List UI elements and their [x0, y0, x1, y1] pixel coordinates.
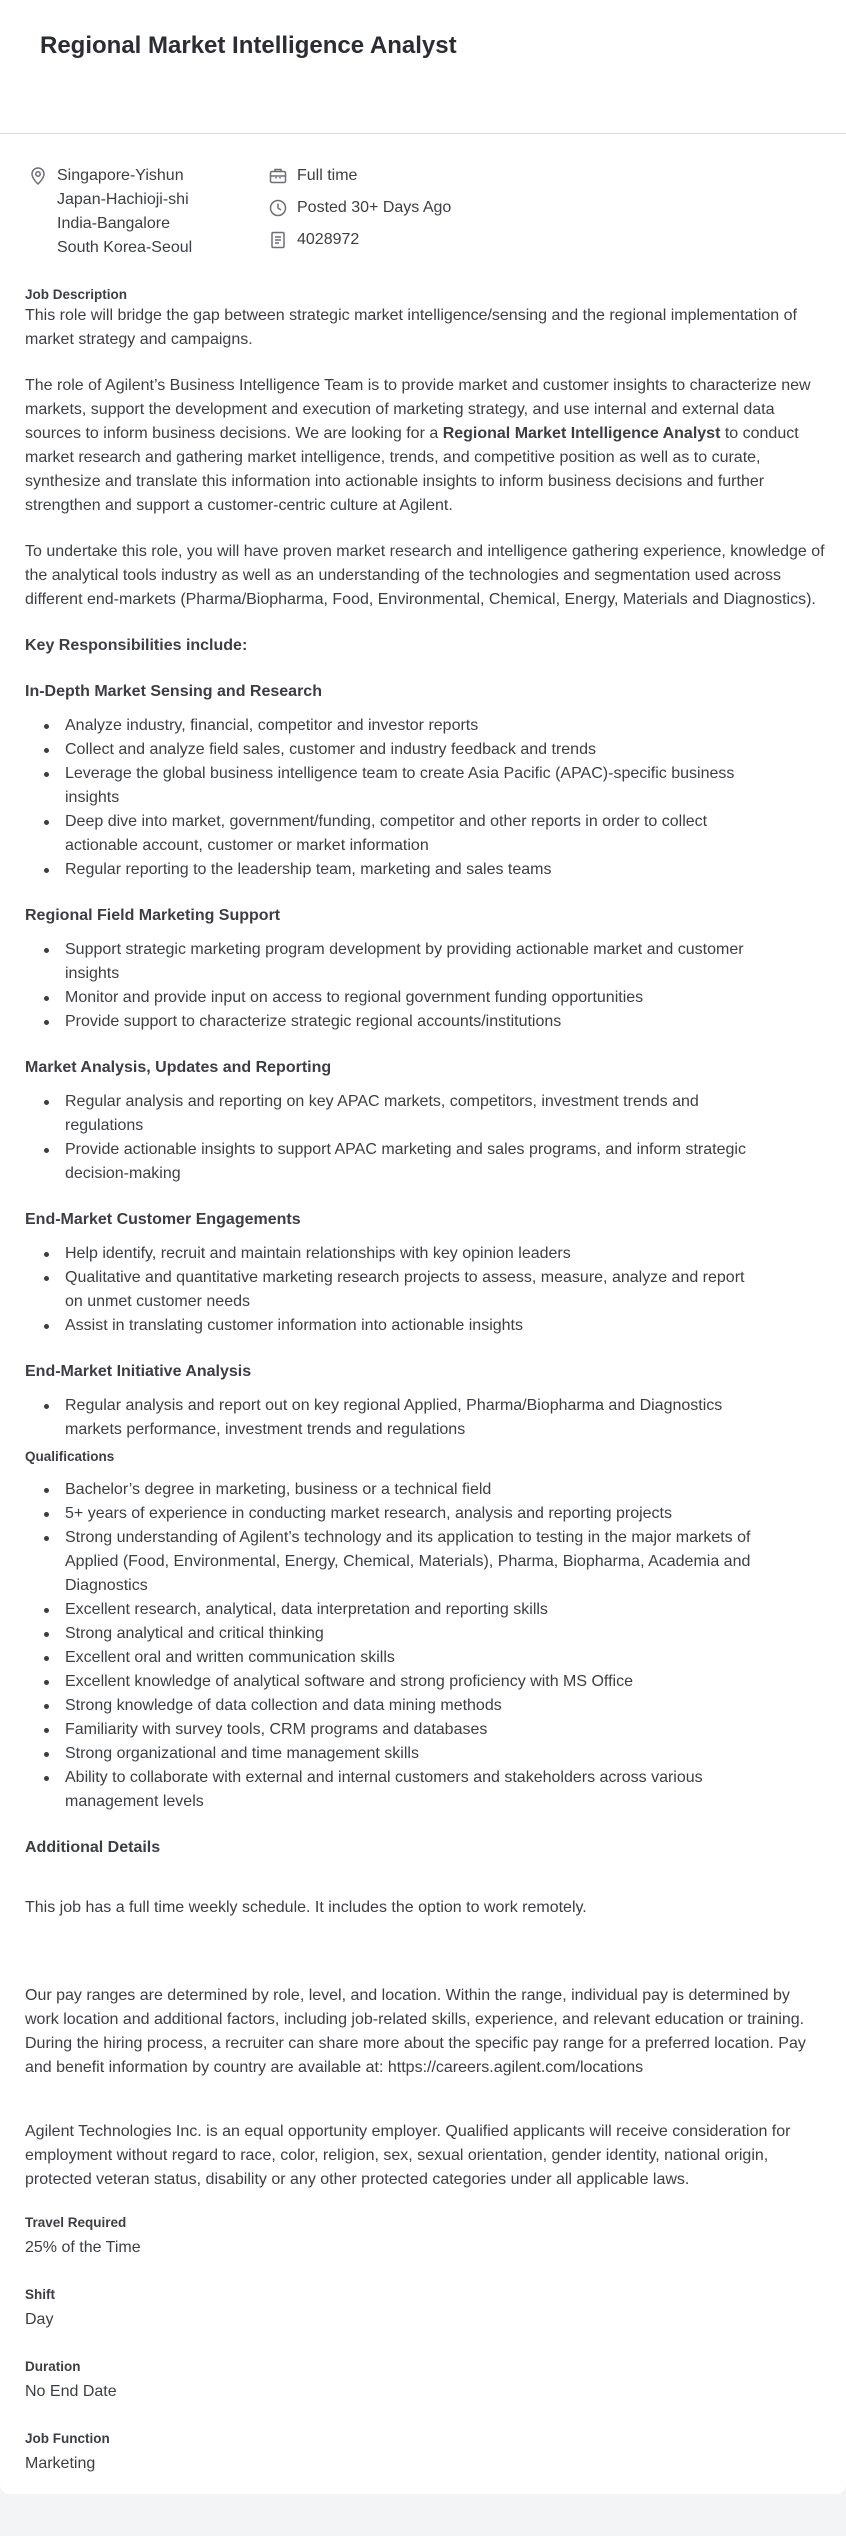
list-item: Analyze industry, financial, competitor and investor reports	[25, 714, 825, 738]
field-label: Travel Required	[25, 2215, 127, 2230]
job-type: Full time	[268, 164, 451, 196]
subsection-heading: Regional Field Marketing Support	[25, 907, 281, 924]
list-item: Provide support to characterize strategic regional accounts/institutions	[25, 1010, 825, 1034]
list-item: 5+ years of experience in conducting market research, analysis and reporting projects	[25, 1502, 825, 1526]
paragraph: The role of Agilent’s Business Intelligence Team is to provide market and customer insights to characterize new markets, support the development and execution of marketing strategy, and use internal and external data sources to inform business decisions. We are looking for a Regional Market Intelligence Analyst to conduct market research and gathering market intelligence, trends, and competitive position as well as to curate, synthesize and translate this information into actionable insights to inform business decisions and further strengthen and support a customer-centric culture at Agilent.	[25, 377, 811, 514]
location-item: India-Bangalore	[57, 215, 170, 232]
list-item: Leverage the global business intelligence team to create Asia Pacific (APAC)-specific business insights	[25, 762, 825, 810]
field-label: Duration	[25, 2359, 81, 2374]
job-meta	[268, 164, 451, 260]
paragraph: Our pay ranges are determined by role, level, and location. Within the range, individual pay is determined by work location and additional factors, including job-related skills, experience, and relevant education or training. During the hiring process, a recruiter can share more about the specific pay range for a preferred location. Pay and benefit information by country are available at: https://careers.agilent.com/locations	[25, 1987, 806, 2076]
bullet-list	[25, 714, 825, 882]
list-item: Strong knowledge of data collection and data mining methods	[25, 1694, 825, 1718]
bullet-list	[25, 1394, 825, 1442]
section-heading: Key Responsibilities include:	[25, 637, 248, 654]
list-item: Excellent research, analytical, data interpretation and reporting skills	[25, 1598, 825, 1622]
list-item: Qualitative and quantitative marketing research projects to assess, measure, analyze and report on unmet customer needs	[25, 1266, 825, 1314]
bullet-list	[25, 938, 825, 1034]
location-item: Singapore-Yishun	[57, 167, 184, 184]
location-item: Japan-Hachioji-shi	[57, 191, 189, 208]
list-item: Ability to collaborate with external and internal customers and stakeholders across various management levels	[25, 1766, 825, 1814]
field-value: 25% of the Time	[25, 2239, 141, 2256]
section-label: Job Description	[25, 287, 128, 302]
field-label: Job Function	[25, 2431, 110, 2446]
page-title: Regional Market Intelligence Analyst	[40, 32, 457, 59]
list-item: Strong analytical and critical thinking	[25, 1622, 825, 1646]
location-pin-icon	[28, 166, 48, 186]
list-item: Collect and analyze field sales, customer and industry feedback and trends	[25, 738, 825, 762]
list-item: Regular reporting to the leadership team, marketing and sales teams	[25, 858, 825, 882]
list-item: Deep dive into market, government/funding, competitor and other reports in order to collect actionable account, customer or market information	[25, 810, 825, 858]
list-item: Strong organizational and time management skills	[25, 1742, 825, 1766]
paragraph: To undertake this role, you will have proven market research and intelligence gathering experience, knowledge of the analytical tools industry as well as an understanding of the technologies and segmentation used across different end-markets (Pharma/Biopharma, Food, Environmental, Chemical, Energy, Materials and Diagnostics).	[25, 543, 825, 608]
job-fields	[25, 2214, 825, 2476]
list-item: Monitor and provide input on access to regional government funding opportunities	[25, 986, 825, 1010]
list-item: Strong understanding of Agilent’s technology and its application to testing in the major markets of Applied (Food, Environmental, Energy, Chemical, Materials), Pharma, Biopharma, Academia and Diagnostics	[25, 1526, 825, 1598]
bullet-list	[25, 1242, 825, 1338]
subsection-heading: End-Market Initiative Analysis	[25, 1363, 252, 1380]
bullet-list	[25, 1090, 825, 1186]
requisition-id: 4028972	[268, 228, 451, 260]
list-item: Help identify, recruit and maintain relationships with key opinion leaders	[25, 1242, 825, 1266]
subsection-heading: In-Depth Market Sensing and Research	[25, 683, 322, 700]
paragraph: This role will bridge the gap between strategic market intelligence/sensing and the regional implementation of market strategy and campaigns.	[25, 307, 797, 348]
document-icon	[268, 230, 288, 250]
paragraph: Agilent Technologies Inc. is an equal opportunity employer. Qualified applicants will receive consideration for employment without regard to race, color, religion, sex, sexual orientation, gender identity, national origin, protected veteran status, disability or any other protected categories under all applicable laws.	[25, 2123, 791, 2188]
subsection-heading: Market Analysis, Updates and Reporting	[25, 1059, 332, 1076]
locations	[28, 164, 192, 260]
posted-date: Posted 30+ Days Ago	[268, 196, 451, 228]
list-item: Familiarity with survey tools, CRM programs and databases	[25, 1718, 825, 1742]
section-heading: Additional Details	[25, 1839, 161, 1856]
field-value: Day	[25, 2311, 54, 2328]
list-item: Excellent oral and written communication skills	[25, 1646, 825, 1670]
list-item: Support strategic marketing program development by providing actionable market and customer insights	[25, 938, 825, 986]
subsection-heading: End-Market Customer Engagements	[25, 1211, 301, 1228]
field-value: No End Date	[25, 2383, 117, 2400]
field-label: Shift	[25, 2287, 55, 2302]
paragraph: This job has a full time weekly schedule. It includes the option to work remotely.	[25, 1899, 587, 1916]
divider	[0, 133, 846, 134]
location-item: South Korea-Seoul	[57, 239, 193, 256]
list-item: Excellent knowledge of analytical software and strong proficiency with MS Office	[25, 1670, 825, 1694]
field-value: Marketing	[25, 2455, 96, 2472]
qualifications-list	[25, 1478, 825, 1814]
list-item: Provide actionable insights to support APAC marketing and sales programs, and inform strategic decision-making	[25, 1138, 825, 1186]
clock-icon	[268, 198, 288, 218]
list-item: Assist in translating customer information into actionable insights	[25, 1314, 825, 1338]
briefcase-icon	[268, 166, 288, 186]
list-item: Regular analysis and reporting on key APAC markets, competitors, investment trends and regulations	[25, 1090, 825, 1138]
list-item: Regular analysis and report out on key regional Applied, Pharma/Biopharma and Diagnostics markets performance, investment trends and regulations	[25, 1394, 825, 1442]
job-description	[25, 286, 825, 2502]
list-item: Bachelor’s degree in marketing, business or a technical field	[25, 1478, 825, 1502]
section-label: Qualifications	[25, 1449, 115, 1464]
